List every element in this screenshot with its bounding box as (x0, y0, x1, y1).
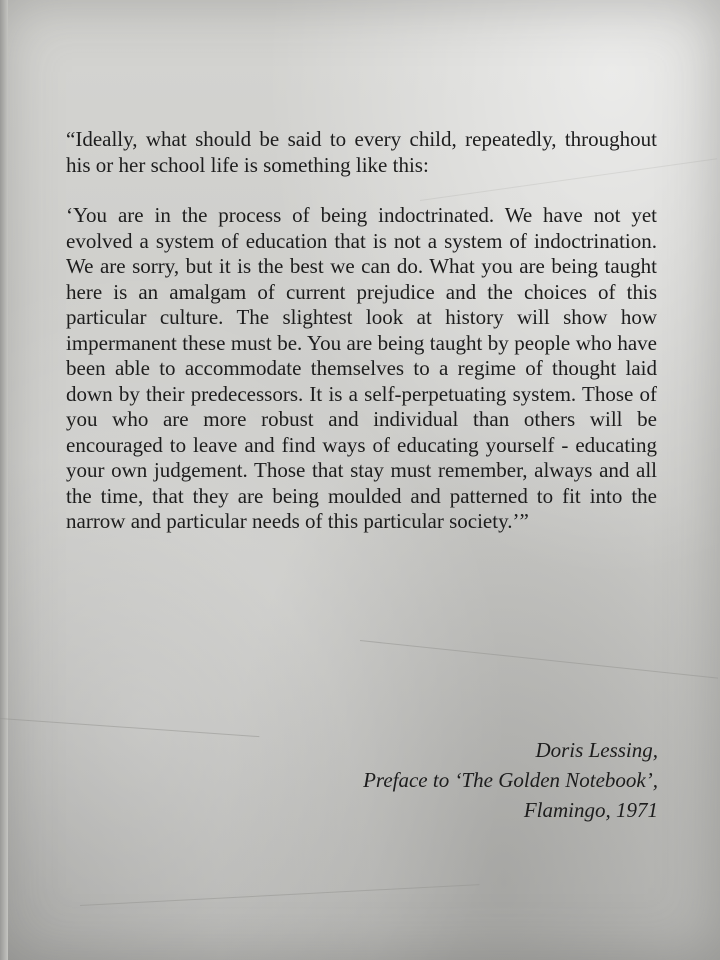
quote-block (66, 127, 657, 535)
quote-intro: “Ideally, what should be said to every child, repeatedly, throughout his or her school life is something like this: (66, 127, 657, 177)
attribution-publisher: Flamingo, 1971 (523, 798, 658, 822)
attribution-block (238, 735, 658, 825)
quote-body: ‘You are in the process of being indoctrinated. We have not yet evolved a system of education that is not a system of indoctrination. We are sorry, but it is the best we can do. What you are being taught here is an amalgam of current prejudice and the choices of this particular culture. The slightest look at history will show how impermanent these must be. You are being taught by people who have been able to accommodate themselves to a regime of thought laid down by their predecessors. It is a self-perpetuating system. Those of you who are more robust and individual than others will be encouraged to leave and find ways of educating yourself - educating your own judgement. Those that stay must remember, always and all the time, that they are being moulded and patterned to fit into the narrow and particular needs of this particular society.’” (66, 203, 657, 533)
paper-edge (0, 0, 8, 960)
attribution-author: Doris Lessing, (535, 738, 658, 762)
paper-crease (360, 640, 718, 679)
paper-crease (0, 718, 259, 737)
paper-crease (80, 884, 480, 906)
attribution-source: Preface to ‘The Golden Notebook’, (363, 768, 658, 792)
